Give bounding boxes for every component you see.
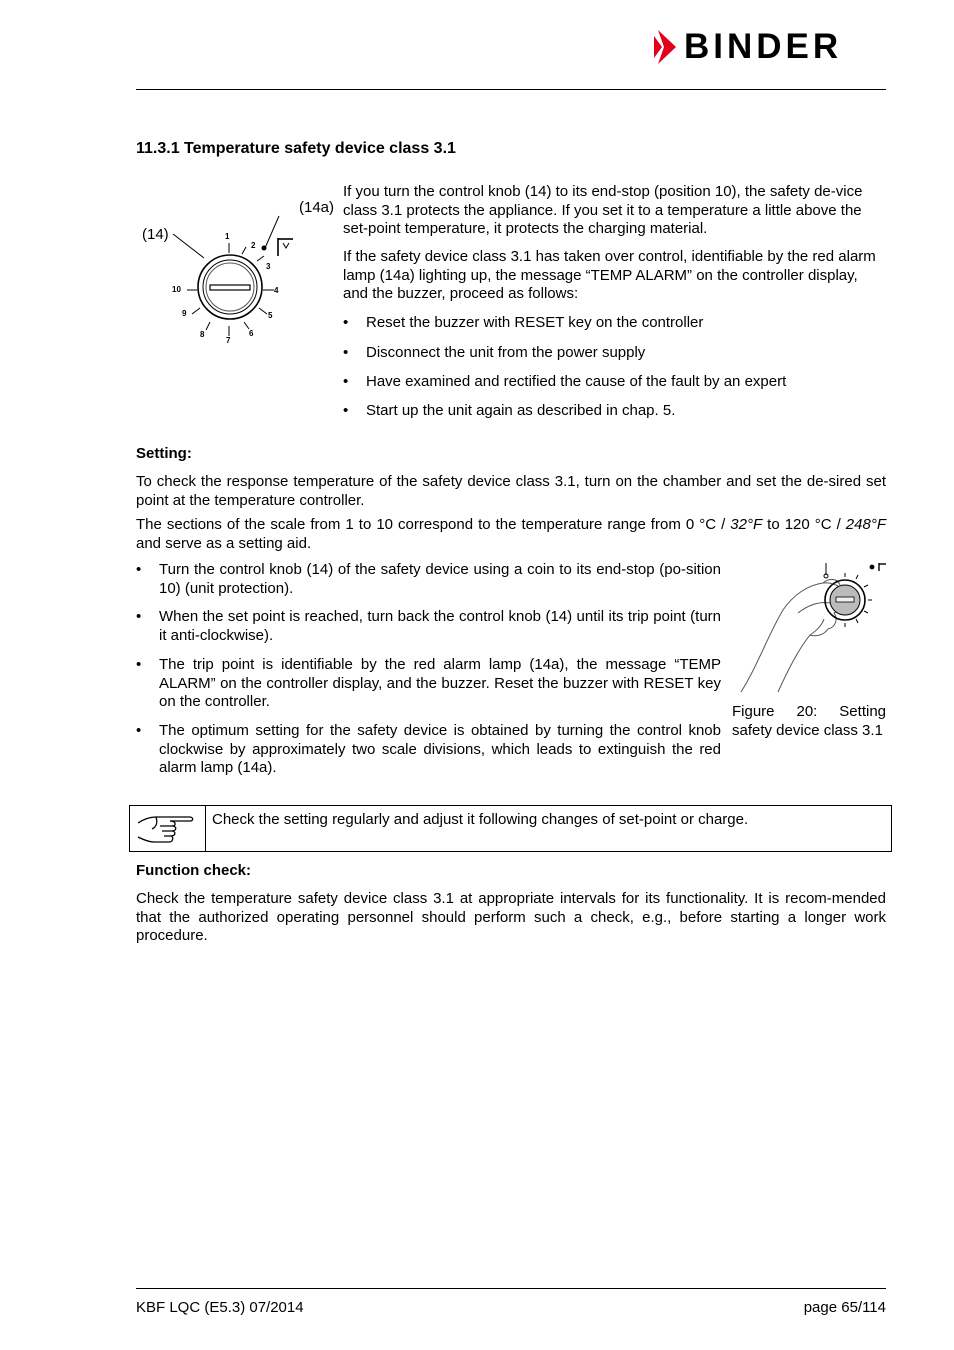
figure-20-caption: Figure 20: Setting safety device class 3.1 (732, 703, 886, 739)
scale-7: 7 (226, 336, 231, 345)
note-text: Check the setting regularly and adjust it following changes of set-point or charge. (212, 811, 749, 828)
footer-document-id: KBF LQC (E5.3) 07/2014 (136, 1299, 304, 1316)
scale-2: 2 (251, 241, 256, 250)
setting-paragraph-1: To check the response temperature of the safety device class 3.1, turn on the chamber and set the de-sired set point at the temperature controller. (136, 473, 886, 509)
note-box (129, 805, 892, 852)
scale-8: 8 (200, 330, 205, 339)
function-check-text: Check the temperature safety device class 3.1 at appropriate intervals for its functionality. It is recom-mended that the authorized operating personnel should perform such a check, e.g., before starting a longer work procedure. (136, 890, 886, 944)
logo-mark-icon (654, 28, 680, 66)
scale-9: 9 (182, 309, 187, 318)
control-knob-diagram (136, 190, 341, 350)
scale-3: 3 (266, 262, 271, 271)
label-14a: (14a) (299, 199, 335, 216)
footer-rule (136, 1288, 886, 1289)
hand-drawing (738, 555, 888, 695)
label-14: (14) (142, 226, 169, 243)
scale-1: 1 (225, 232, 230, 241)
scale-4: 4 (274, 286, 279, 295)
note-divider (205, 806, 206, 851)
brand-name: BINDER (684, 27, 843, 66)
footer-page-number: page 65/114 (803, 1299, 886, 1316)
function-check-heading: Function check: (136, 862, 252, 879)
header-rule (136, 89, 886, 90)
setting-heading: Setting: (136, 445, 192, 462)
hand-setting-illustration (738, 555, 888, 695)
scale-5: 5 (268, 311, 273, 320)
section-title: 11.3.1 Temperature safety device class 3.1 (136, 140, 456, 157)
intro-paragraph-1: If you turn the control knob (14) to its end-stop (position 10), the safety de-vice class 3.1 protects the appliance. If you set it to a temperature a little above the set-point temperature, it protects the charging material. (343, 183, 863, 237)
intro-paragraph-2: If the safety device class 3.1 has taken over control, identifiable by the red alarm lamp (14a) lighting up, the message “TEMP ALARM” on the controller display, and the buzzer, proceed as follows: (343, 248, 876, 302)
pointing-hand-icon (136, 811, 196, 847)
scale-6: 6 (249, 329, 254, 338)
setting-paragraph-2: The sections of the scale from 1 to 10 correspond to the temperature range from 0 °C / 32°F to 120 °C / 248°F and serve as a setting aid. (136, 516, 886, 552)
binder-logo (654, 28, 888, 66)
scale-10: 10 (172, 285, 181, 294)
